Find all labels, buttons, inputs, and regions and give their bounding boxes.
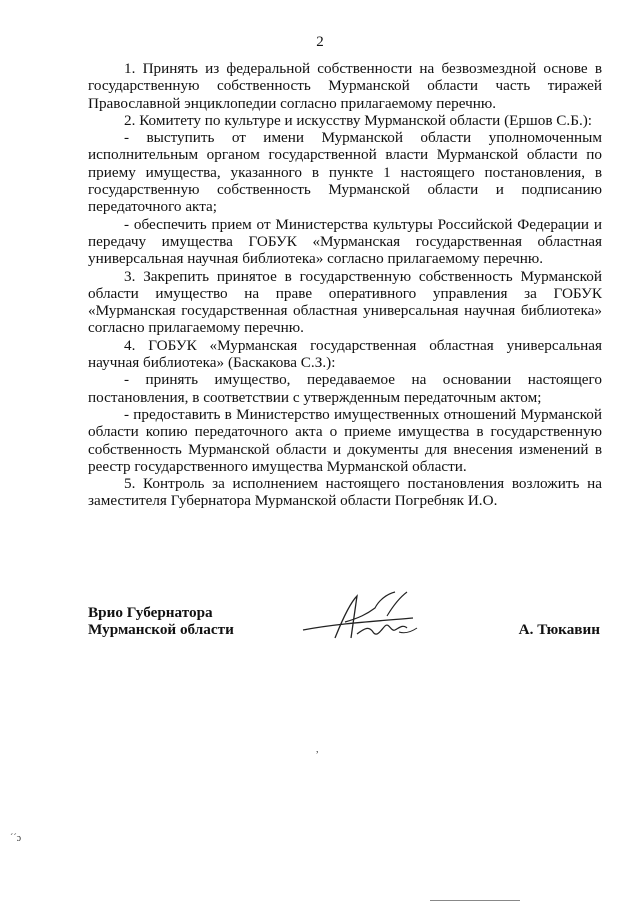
paragraph-2-item-1: - выступить от имени Мурманской области уполномоченным исполнительным органом государственной власти Мурманской области по приему имущества, указанного в пункте 1 настоящего постановления, в государственную собственность Мурманской области и подписанию передаточного акта;: [88, 129, 602, 216]
page-number: 2: [316, 34, 324, 50]
stray-mark-left: ´´ɔ: [10, 833, 22, 844]
paragraph-3: 3. Закрепить принятое в государственную собственность Мурманской области имущество на праве оперативного управления за ГОБУК «Мурманская государственная областная универсальная научная библиотека» согласно прилагаемому перечню.: [88, 267, 602, 337]
paragraph-4: 4. ГОБУК «Мурманская государственная областная универсальная научная библиотека» (Баскакова С.З.):: [88, 336, 602, 372]
signatory-title-line-1: Врио Губернатора: [88, 604, 213, 621]
paragraph-1: 1. Принять из федеральной собственности на безвозмездной основе в государственную собственность Мурманской области часть тиражей Православной энциклопедии согласно прилагаемому перечню.: [88, 60, 602, 112]
paragraph-4-item-1: - принять имущество, передаваемое на основании настоящего постановления, в соответствии с утвержденным передаточным актом;: [88, 371, 602, 406]
signatory-title-line-2: Мурманской области: [88, 621, 234, 638]
signatory-name: А. Тюкавин: [518, 621, 600, 638]
signatory-title: [88, 604, 234, 638]
resolution-body: [88, 60, 602, 510]
paragraph-4-item-2: - предоставить в Министерство имущественных отношений Мурманской области копию передаточного акта о приеме имущества в государственную собственность Мурманской области и документы для внесения изменений в реестр государственного имущества Мурманской области.: [88, 405, 602, 475]
paragraph-2-item-2: - обеспечить прием от Министерства культуры Российской Федерации и передачу имущества ГОБУК «Мурманская государственная областная универсальная научная библиотека» согласно прилагаемому перечню.: [88, 215, 602, 268]
footer-rule: [430, 900, 520, 901]
handwritten-signature: [295, 588, 445, 648]
paragraph-2: 2. Комитету по культуре и искусству Мурманской области (Ершов С.Б.):: [124, 111, 593, 129]
stray-mark-center: ,: [316, 744, 319, 755]
paragraph-5: 5. Контроль за исполнением настоящего постановления возложить на заместителя Губернатора Мурманской области Погребняк И.О.: [88, 475, 602, 510]
